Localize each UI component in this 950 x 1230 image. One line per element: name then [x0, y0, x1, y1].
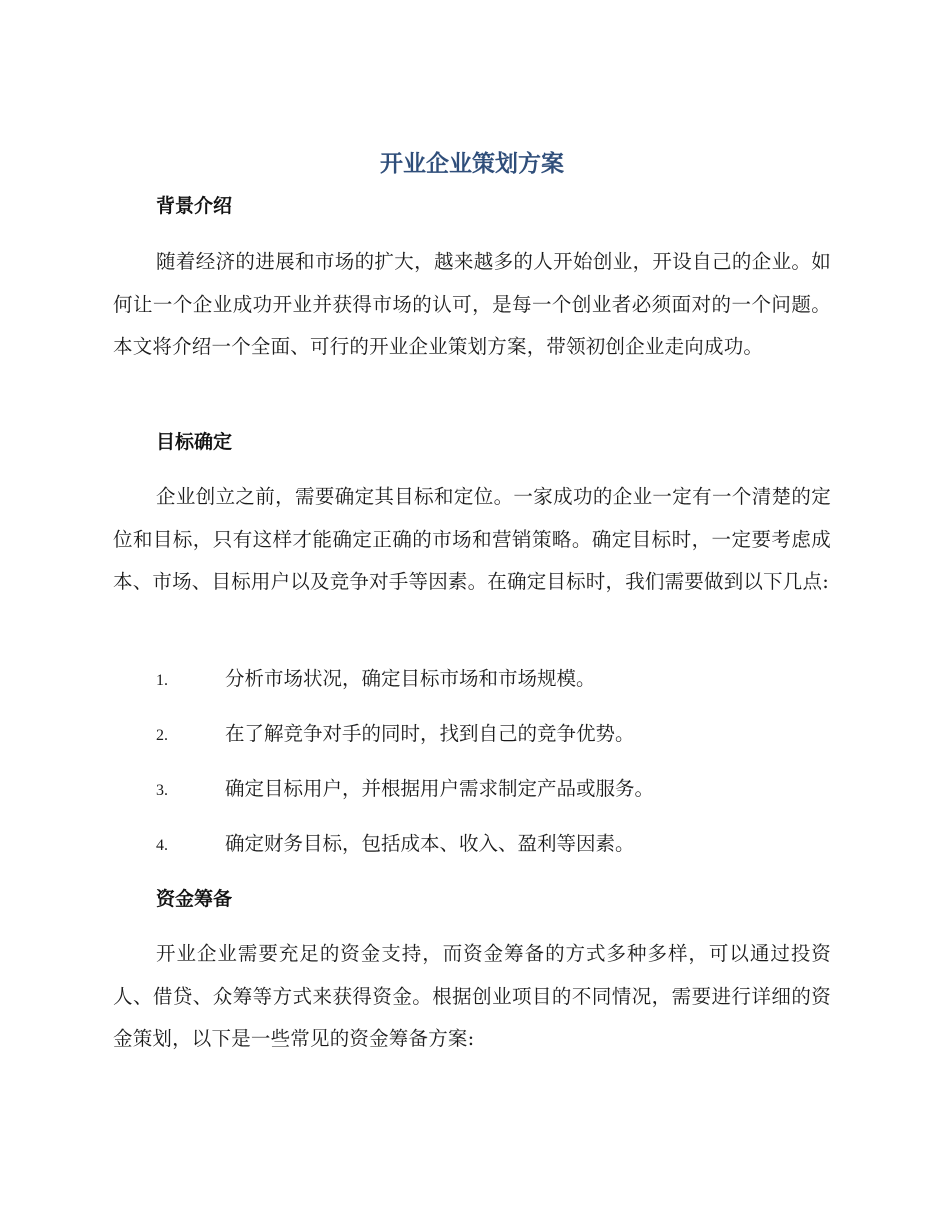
- section-heading-background: 背景介绍: [156, 195, 233, 217]
- list-item-number: 3.: [156, 782, 168, 799]
- list-item-number: 4.: [156, 837, 168, 854]
- section-heading-goals: 目标确定: [156, 431, 233, 453]
- section-heading-funding: 资金筹备: [156, 888, 233, 910]
- list-item-text: 确定财务目标，包括成本、收入、盈利等因素。: [225, 832, 635, 855]
- list-item-number: 2.: [156, 727, 168, 744]
- list-item-number: 1.: [156, 672, 168, 689]
- goals-list: [113, 664, 831, 884]
- background-paragraph: 随着经济的进展和市场的扩大，越来越多的人开始创业，开设自己的企业。如何让一个企业成功开业并获得市场的认可，是每一个创业者必须面对的一个问题。本文将介绍一个全面、可行的开业企业策划方案，带领初创企业走向成功。: [113, 250, 831, 358]
- list-item-text: 在了解竞争对手的同时，找到自己的竞争优势。: [225, 722, 635, 745]
- goals-paragraph: 企业创立之前，需要确定其目标和定位。一家成功的企业一定有一个清楚的定位和目标，只有这样才能确定正确的市场和营销策略。确定目标时，一定要考虑成本、市场、目标用户以及竞争对手等因素。在确定目标时，我们需要做到以下几点:: [113, 485, 831, 593]
- document-title: 开业企业策划方案: [380, 151, 564, 177]
- list-item: [113, 829, 831, 884]
- list-item: [113, 719, 831, 774]
- list-item-text: 分析市场状况，确定目标市场和市场规模。: [225, 667, 596, 690]
- list-item: [113, 774, 831, 829]
- funding-paragraph: 开业企业需要充足的资金支持，而资金筹备的方式多种多样，可以通过投资人、借贷、众筹等方式来获得资金。根据创业项目的不同情况，需要进行详细的资金策划，以下是一些常见的资金筹备方案:: [113, 942, 831, 1050]
- list-item-text: 确定目标用户，并根据用户需求制定产品或服务。: [225, 777, 655, 800]
- list-item: [113, 664, 831, 719]
